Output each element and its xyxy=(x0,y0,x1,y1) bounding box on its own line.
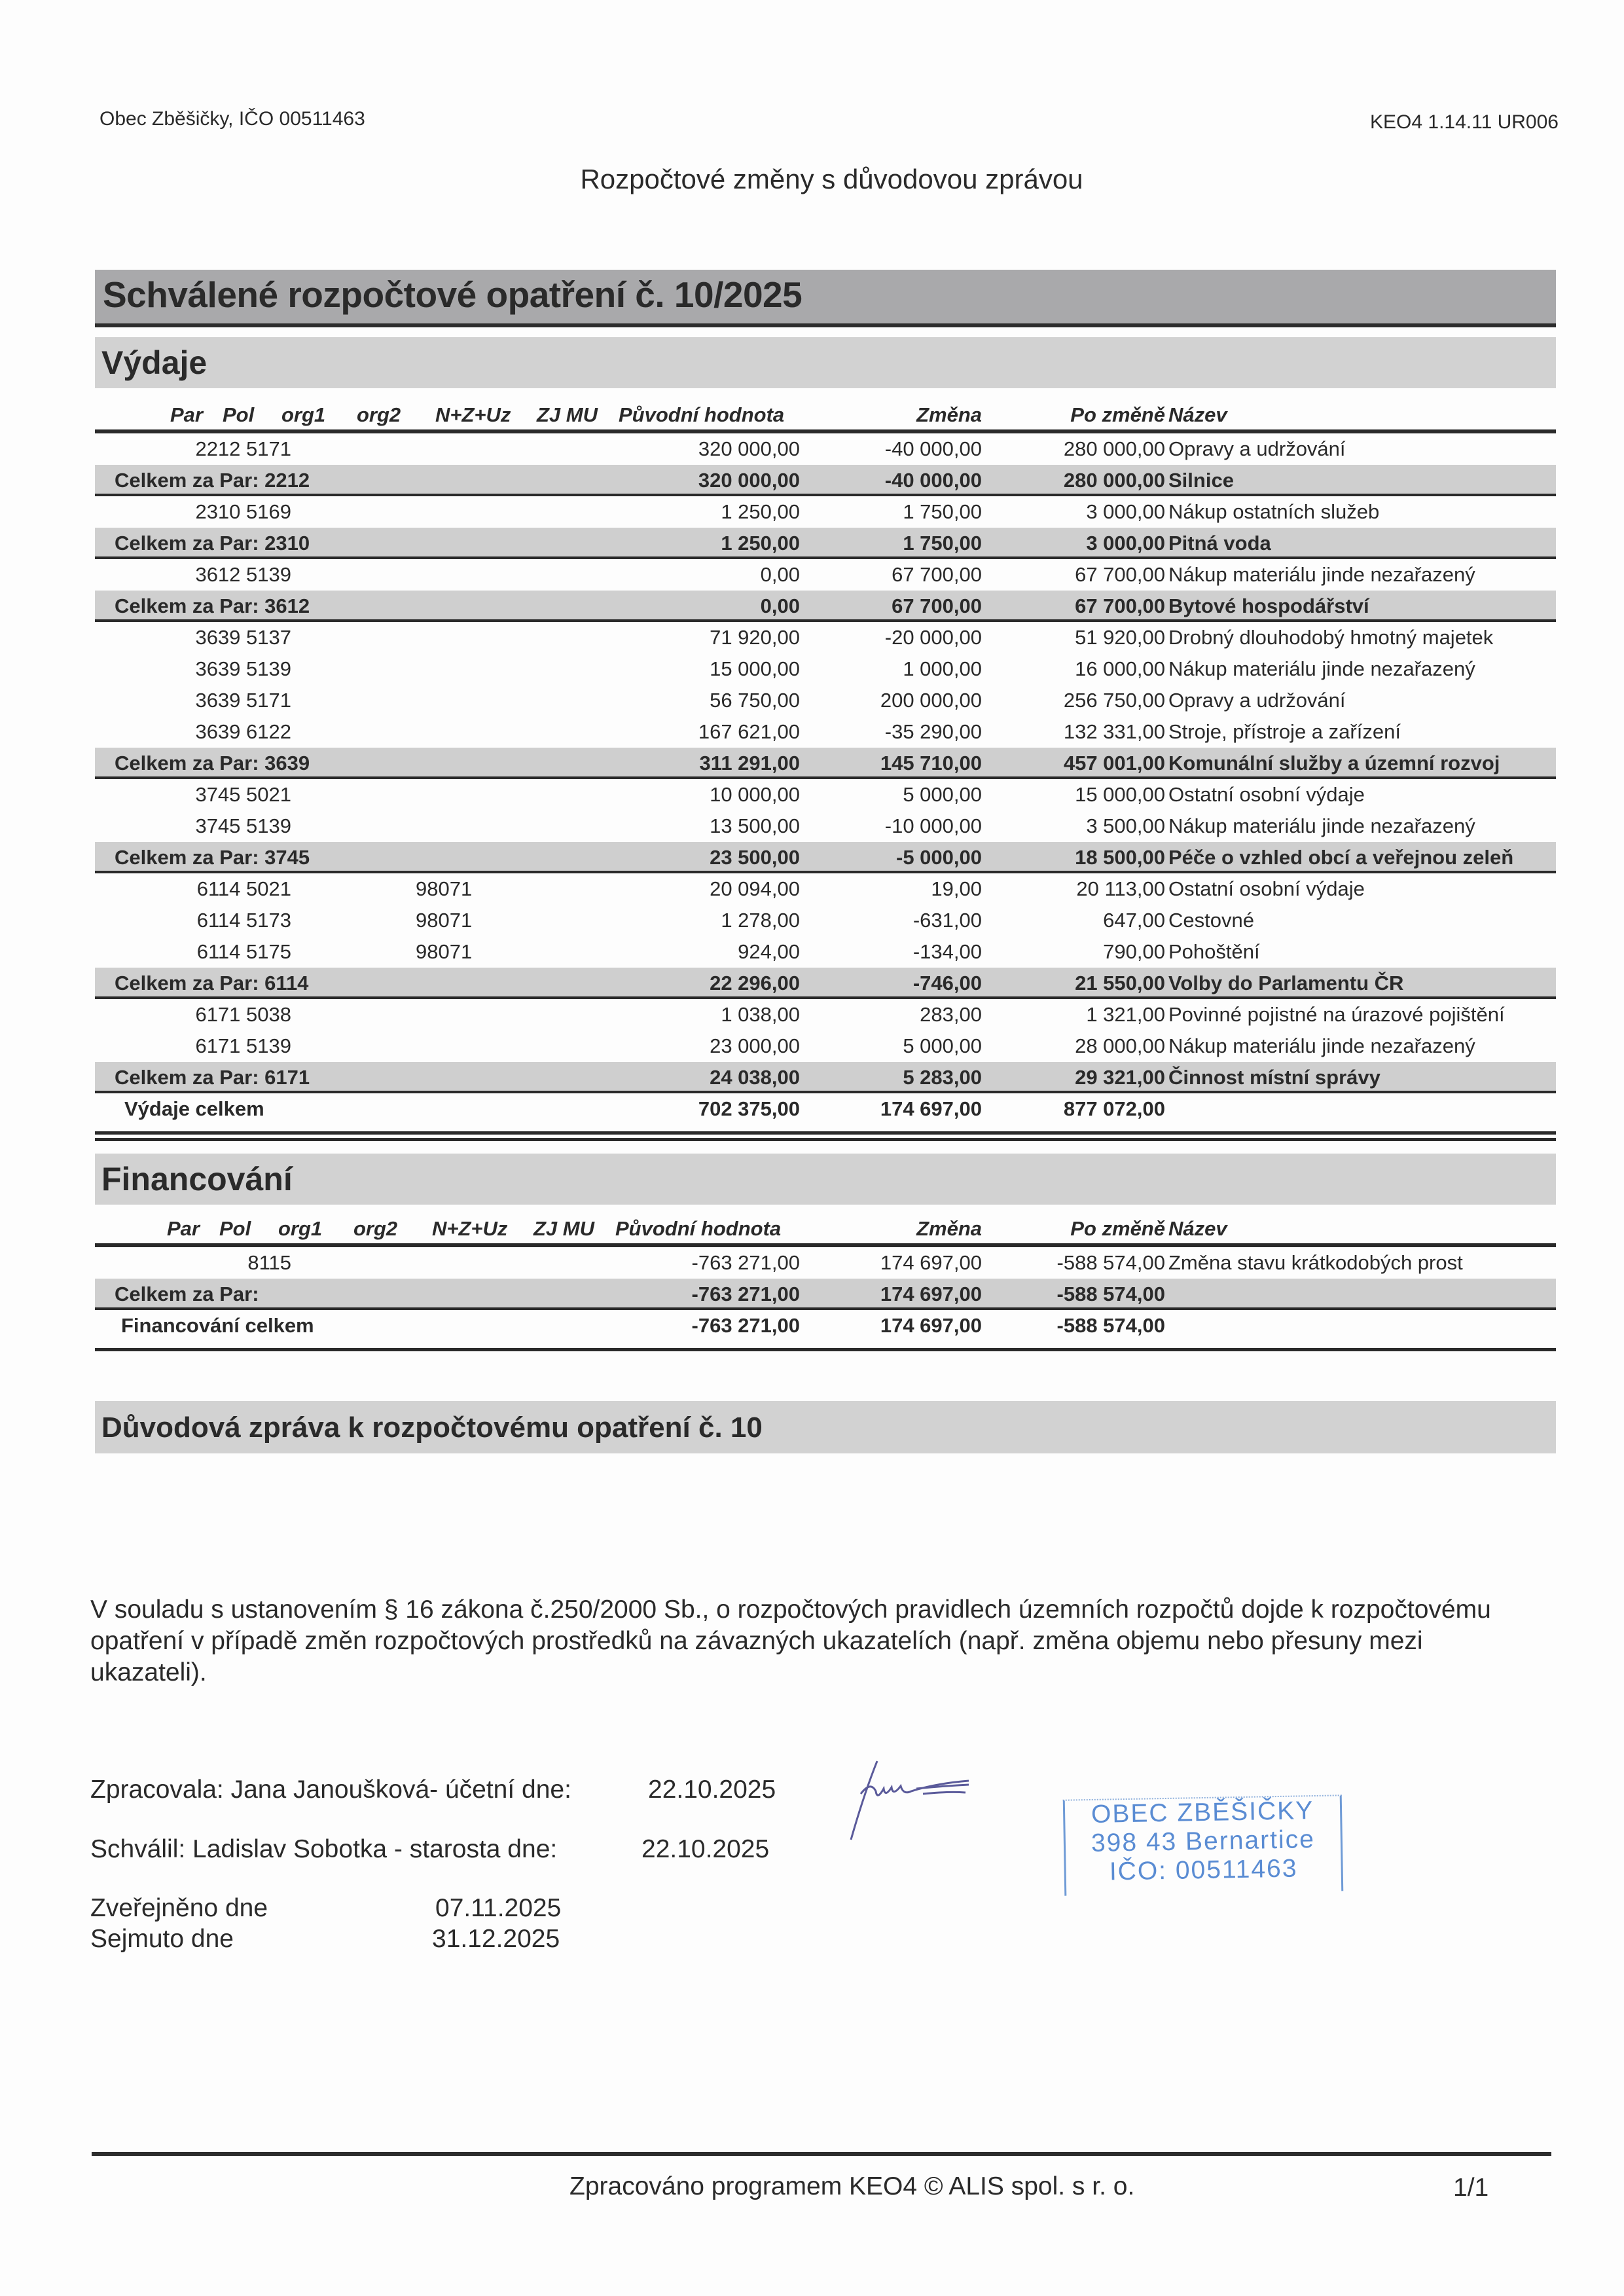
org1-cell: 98071 xyxy=(416,940,473,963)
subtotal-label: Celkem za Par: 6171 xyxy=(115,1066,310,1089)
total-label: Financování celkem xyxy=(121,1314,314,1337)
name-cell: Nákup materiálu jinde nezařazený xyxy=(1168,563,1475,586)
table-row xyxy=(95,496,1556,528)
after-change-cell: 20 113,00 xyxy=(1076,877,1165,900)
after-change-cell: 28 000,00 xyxy=(1075,1034,1165,1057)
change-cell: 5 000,00 xyxy=(903,1034,982,1057)
footer-text: Zpracováno programem KEO4 © ALIS spol. s r. o. xyxy=(569,2172,1135,2200)
org1-cell: 98071 xyxy=(416,877,473,900)
original-value-cell: 15 000,00 xyxy=(710,657,800,680)
subtotal-label: Celkem za Par: 3612 xyxy=(115,594,310,617)
col-orig: Původní hodnota xyxy=(615,1217,782,1240)
name-cell: Cestovné xyxy=(1168,909,1254,932)
expenses-heading-bar xyxy=(95,337,1556,388)
name-cell: Nákup materiálu jinde nezařazený xyxy=(1168,657,1475,680)
name-cell: Opravy a udržování xyxy=(1168,689,1346,712)
prepared-label: Zpracovala: Jana Janoušková- účetní dne: xyxy=(90,1776,571,1804)
footer-divider xyxy=(92,2152,1551,2156)
financing-heading-bar xyxy=(95,1154,1556,1205)
subtotal-row xyxy=(95,591,1556,622)
name-cell: Drobný dlouhodobý hmotný majetek xyxy=(1168,626,1494,649)
total-change: 174 697,00 xyxy=(880,1314,982,1337)
after-change-cell: 3 000,00 xyxy=(1086,532,1165,555)
after-change-cell: 67 700,00 xyxy=(1075,594,1165,617)
page-number: 1/1 xyxy=(1453,2174,1489,2202)
change-cell: -746,00 xyxy=(912,972,982,994)
subtotal-row xyxy=(95,1279,1556,1310)
col-org1: org1 xyxy=(278,1217,323,1240)
change-cell: 5 283,00 xyxy=(903,1066,982,1089)
original-value-cell: 0,00 xyxy=(760,594,800,617)
change-cell: 1 750,00 xyxy=(903,532,982,555)
name-cell: Ostatní osobní výdaje xyxy=(1168,783,1365,806)
name-cell: Volby do Parlamentu ČR xyxy=(1168,972,1404,994)
col-zjmu: ZJ MU xyxy=(537,403,598,426)
after-change-cell: 21 550,00 xyxy=(1075,972,1165,994)
col-org2: org2 xyxy=(357,403,401,426)
total-orig: -763 271,00 xyxy=(691,1314,800,1337)
published-date: 07.11.2025 xyxy=(435,1894,562,1922)
change-cell: 283,00 xyxy=(920,1003,982,1026)
expenses-table xyxy=(95,401,1556,1141)
after-change-cell: -588 574,00 xyxy=(1056,1283,1165,1305)
table-row xyxy=(95,559,1556,591)
original-value-cell: -763 271,00 xyxy=(691,1283,800,1305)
subtotal-row xyxy=(95,968,1556,999)
subtotal-label: Celkem za Par: xyxy=(115,1283,259,1305)
original-value-cell: 23 500,00 xyxy=(710,846,800,869)
after-change-cell: -588 574,00 xyxy=(1056,1251,1165,1274)
original-value-cell: 311 291,00 xyxy=(699,752,800,774)
after-change-cell: 790,00 xyxy=(1103,940,1165,963)
table-row xyxy=(95,936,1556,968)
change-cell: 5 000,00 xyxy=(903,783,982,806)
table-row xyxy=(95,433,1556,465)
main-heading: Schválené rozpočtové opatření č. 10/2025 xyxy=(103,274,803,315)
col-name: Název xyxy=(1168,403,1227,426)
subtotal-row xyxy=(95,465,1556,496)
subtotal-label: Celkem za Par: 6114 xyxy=(115,972,309,994)
after-change-cell: 457 001,00 xyxy=(1063,752,1165,774)
change-cell: -10 000,00 xyxy=(884,814,982,837)
original-value-cell: 320 000,00 xyxy=(698,437,800,460)
column-header-row xyxy=(95,401,1556,433)
col-change: Změna xyxy=(916,1217,982,1240)
original-value-cell: 23 000,00 xyxy=(710,1034,800,1057)
stamp-line-3: IČO: 00511463 xyxy=(1109,1854,1298,1886)
par-pol-cell: 6114 5021 xyxy=(196,877,291,900)
par-pol-cell: 3745 5021 xyxy=(195,783,291,806)
subtotal-label: Celkem za Par: 2310 xyxy=(115,532,310,555)
total-after: -588 574,00 xyxy=(1056,1314,1165,1337)
original-value-cell: 0,00 xyxy=(760,563,800,586)
financing-rows xyxy=(95,1247,1556,1310)
name-cell: Silnice xyxy=(1168,469,1234,492)
change-cell: -5 000,00 xyxy=(896,846,982,869)
signature-icon xyxy=(838,1755,1047,1846)
change-cell: -20 000,00 xyxy=(884,626,982,649)
original-value-cell: 13 500,00 xyxy=(710,814,800,837)
subtotal-label: Celkem za Par: 3745 xyxy=(115,846,310,869)
name-cell: Komunální služby a územní rozvoj xyxy=(1168,752,1500,774)
table-row xyxy=(95,873,1556,905)
col-orig: Původní hodnota xyxy=(619,403,785,426)
col-par: Par xyxy=(170,403,203,426)
double-rule xyxy=(95,1131,1556,1141)
col-pol: Pol xyxy=(223,403,255,426)
change-cell: 174 697,00 xyxy=(880,1251,982,1274)
col-zjmu: ZJ MU xyxy=(533,1217,594,1240)
name-cell: Nákup materiálu jinde nezařazený xyxy=(1168,1034,1475,1057)
original-value-cell: 924,00 xyxy=(738,940,800,963)
col-after: Po změně xyxy=(1070,403,1165,426)
closing-rule xyxy=(95,1348,1556,1351)
organization-header: Obec Zběšičky, IČO 00511463 xyxy=(99,108,365,130)
par-pol-cell: 3745 5139 xyxy=(195,814,291,837)
par-pol-cell: 3639 5137 xyxy=(195,626,291,649)
subtotal-label: Celkem za Par: 3639 xyxy=(115,752,310,774)
name-cell: Pohoštění xyxy=(1168,940,1260,963)
total-change: 174 697,00 xyxy=(880,1097,982,1120)
document-title: Rozpočtové změny s důvodovou zprávou xyxy=(580,164,1083,194)
par-pol-cell: 3639 5171 xyxy=(195,689,291,712)
table-row xyxy=(95,622,1556,653)
after-change-cell: 1 321,00 xyxy=(1086,1003,1165,1026)
par-pol-cell: 6114 5175 xyxy=(196,940,291,963)
original-value-cell: 1 250,00 xyxy=(721,500,800,523)
original-value-cell: 1 250,00 xyxy=(721,532,800,555)
name-cell: Opravy a udržování xyxy=(1168,437,1346,460)
expenses-rows xyxy=(95,433,1556,1093)
par-pol-cell: 6171 5139 xyxy=(195,1034,291,1057)
name-cell: Bytové hospodářství xyxy=(1168,594,1369,617)
change-cell: 174 697,00 xyxy=(880,1283,982,1305)
par-pol-cell: 6171 5038 xyxy=(195,1003,291,1026)
total-after: 877 072,00 xyxy=(1063,1097,1165,1120)
change-cell: 200 000,00 xyxy=(880,689,982,712)
col-par: Par xyxy=(167,1217,200,1240)
original-value-cell: 71 920,00 xyxy=(710,626,800,649)
change-cell: 145 710,00 xyxy=(880,752,982,774)
after-change-cell: 18 500,00 xyxy=(1075,846,1165,869)
removed-label: Sejmuto dne xyxy=(90,1925,234,1953)
org1-cell: 98071 xyxy=(416,909,473,932)
par-pol-cell: 8115 xyxy=(247,1251,291,1274)
after-change-cell: 29 321,00 xyxy=(1075,1066,1165,1089)
program-code: KEO4 1.14.11 UR006 xyxy=(1370,111,1559,133)
subtotal-row xyxy=(95,842,1556,873)
after-change-cell: 256 750,00 xyxy=(1063,689,1165,712)
original-value-cell: 10 000,00 xyxy=(710,783,800,806)
par-pol-cell: 3639 6122 xyxy=(195,720,291,743)
report-heading-bar xyxy=(95,1401,1556,1453)
expenses-heading: Výdaje xyxy=(101,344,208,381)
report-paragraph: V souladu s ustanovením § 16 zákona č.250/2000 Sb., o rozpočtových pravidlech územních rozpočtů dojde k rozpočtovému opatření v případě změn rozpočtových prostředků na závazných ukazatelích (např. změna objemu nebo přesuny mezi ukazateli). xyxy=(90,1595,1491,1686)
table-row xyxy=(95,716,1556,748)
par-pol-cell: 2212 5171 xyxy=(195,437,291,460)
name-cell: Nákup materiálu jinde nezařazený xyxy=(1168,814,1475,837)
financing-heading: Financování xyxy=(101,1161,293,1197)
approved-label: Schválil: Ladislav Sobotka - starosta dne: xyxy=(90,1835,558,1863)
original-value-cell: 167 621,00 xyxy=(698,720,800,743)
original-value-cell: 320 000,00 xyxy=(698,469,800,492)
name-cell: Změna stavu krátkodobých prost xyxy=(1168,1251,1463,1274)
par-pol-cell: 2310 5169 xyxy=(195,500,291,523)
expenses-total-row xyxy=(95,1093,1556,1127)
change-cell: 1 000,00 xyxy=(903,657,982,680)
after-change-cell: 280 000,00 xyxy=(1063,437,1165,460)
original-value-cell: -763 271,00 xyxy=(691,1251,800,1274)
approved-date: 22.10.2025 xyxy=(641,1835,770,1863)
after-change-cell: 51 920,00 xyxy=(1075,626,1165,649)
col-name: Název xyxy=(1168,1217,1227,1240)
change-cell: 1 750,00 xyxy=(903,500,982,523)
stamp-line-2: 398 43 Bernartice xyxy=(1091,1825,1316,1857)
after-change-cell: 67 700,00 xyxy=(1075,563,1165,586)
financing-table xyxy=(95,1214,1556,1351)
name-cell: Nákup ostatních služeb xyxy=(1168,500,1380,523)
change-cell: -35 290,00 xyxy=(884,720,982,743)
subtotal-row xyxy=(95,1062,1556,1093)
name-cell: Ostatní osobní výdaje xyxy=(1168,877,1365,900)
par-pol-cell: 3612 5139 xyxy=(195,563,291,586)
change-cell: 19,00 xyxy=(931,877,982,900)
prepared-date: 22.10.2025 xyxy=(648,1776,776,1804)
table-row xyxy=(95,685,1556,716)
name-cell: Stroje, přístroje a zařízení xyxy=(1168,720,1401,743)
removed-date: 31.12.2025 xyxy=(432,1925,560,1953)
col-pol: Pol xyxy=(219,1217,251,1240)
col-nzuz: N+Z+Uz xyxy=(435,403,511,426)
change-cell: -40 000,00 xyxy=(884,437,982,460)
column-header-row xyxy=(95,1214,1556,1247)
subtotal-row xyxy=(95,528,1556,559)
par-pol-cell: 6114 5173 xyxy=(196,909,291,932)
original-value-cell: 20 094,00 xyxy=(710,877,800,900)
original-value-cell: 24 038,00 xyxy=(710,1066,800,1089)
table-row xyxy=(95,779,1556,811)
table-row xyxy=(95,1030,1556,1062)
financing-total-row xyxy=(95,1310,1556,1344)
col-after: Po změně xyxy=(1070,1217,1165,1240)
par-pol-cell: 3639 5139 xyxy=(195,657,291,680)
official-stamp xyxy=(1063,1795,1344,1895)
original-value-cell: 1 278,00 xyxy=(721,909,800,932)
original-value-cell: 1 038,00 xyxy=(721,1003,800,1026)
after-change-cell: 3 500,00 xyxy=(1086,814,1165,837)
change-cell: 67 700,00 xyxy=(892,563,982,586)
after-change-cell: 3 000,00 xyxy=(1086,500,1165,523)
col-nzuz: N+Z+Uz xyxy=(432,1217,508,1240)
original-value-cell: 56 750,00 xyxy=(710,689,800,712)
after-change-cell: 16 000,00 xyxy=(1075,657,1165,680)
report-heading: Důvodová zpráva k rozpočtovému opatření č. 10 xyxy=(101,1412,763,1444)
subtotal-label: Celkem za Par: 2212 xyxy=(115,469,310,492)
table-row xyxy=(95,1247,1556,1279)
subtotal-row xyxy=(95,748,1556,779)
name-cell: Povinné pojistné na úrazové pojištění xyxy=(1168,1003,1505,1026)
table-row xyxy=(95,905,1556,936)
col-change: Změna xyxy=(916,403,982,426)
stamp-line-1: OBEC ZBĚŠIČKY xyxy=(1091,1796,1314,1829)
change-cell: -40 000,00 xyxy=(884,469,982,492)
change-cell: 67 700,00 xyxy=(892,594,982,617)
col-org1: org1 xyxy=(281,403,326,426)
col-org2: org2 xyxy=(353,1217,398,1240)
after-change-cell: 647,00 xyxy=(1103,909,1165,932)
original-value-cell: 22 296,00 xyxy=(710,972,800,994)
name-cell: Činnost místní správy xyxy=(1168,1066,1380,1089)
name-cell: Péče o vzhled obcí a veřejnou zeleň xyxy=(1168,846,1514,869)
after-change-cell: 132 331,00 xyxy=(1063,720,1165,743)
change-cell: -631,00 xyxy=(912,909,982,932)
table-row xyxy=(95,999,1556,1030)
table-row xyxy=(95,811,1556,842)
change-cell: -134,00 xyxy=(912,940,982,963)
after-change-cell: 15 000,00 xyxy=(1075,783,1165,806)
name-cell: Pitná voda xyxy=(1168,532,1271,555)
table-row xyxy=(95,653,1556,685)
total-orig: 702 375,00 xyxy=(698,1097,800,1120)
published-label: Zveřejněno dne xyxy=(90,1894,268,1922)
total-label: Výdaje celkem xyxy=(124,1097,264,1120)
after-change-cell: 280 000,00 xyxy=(1063,469,1165,492)
main-heading-bar xyxy=(95,270,1556,327)
